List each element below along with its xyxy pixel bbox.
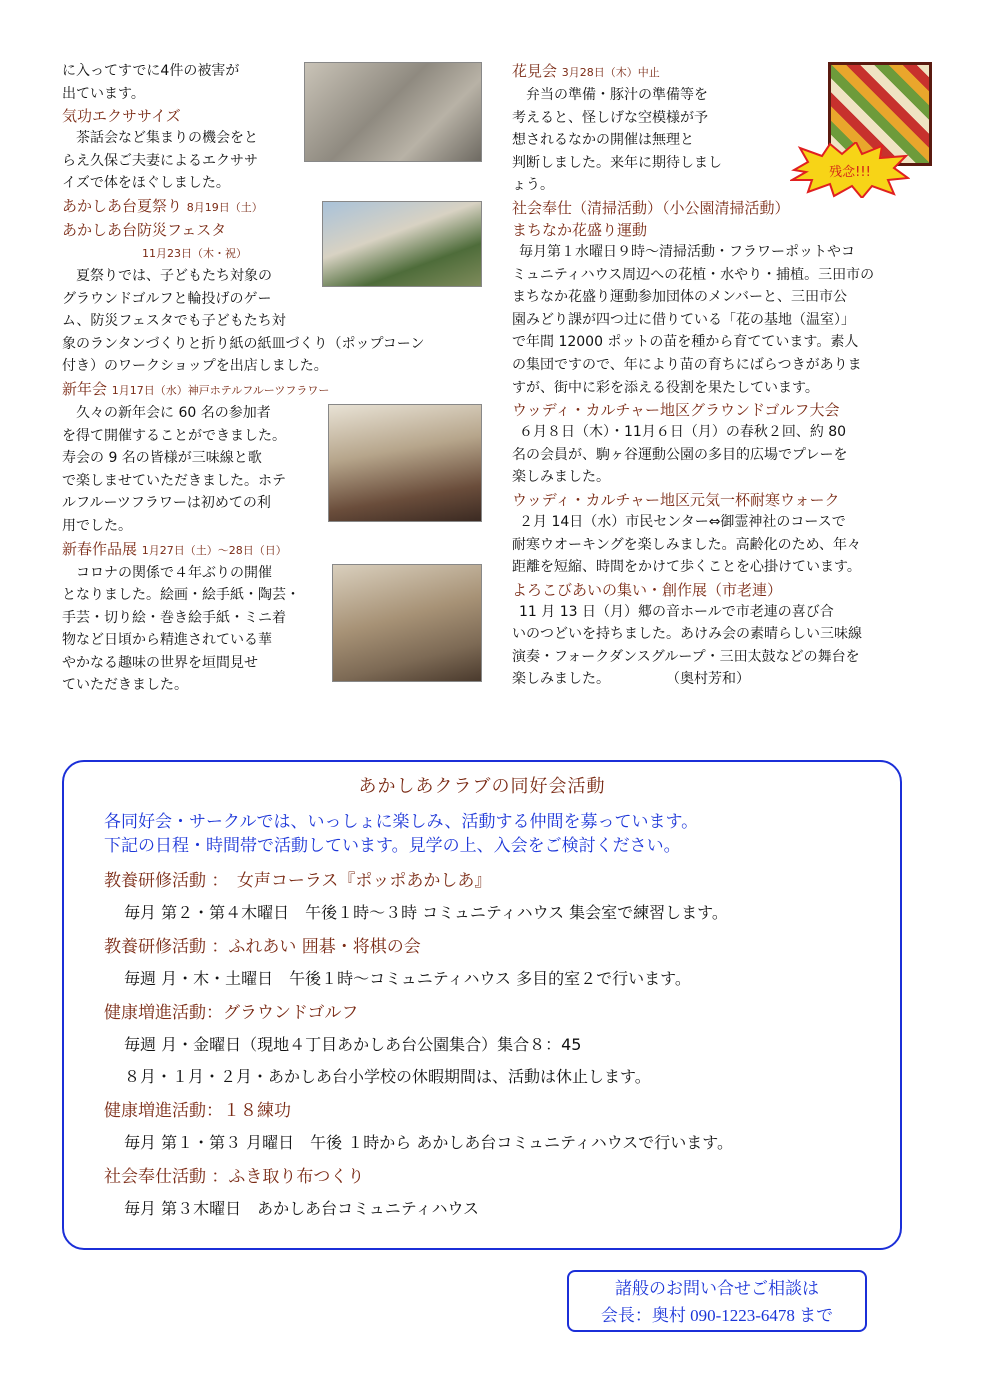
activities-title: あかしあクラブの同好会活動 [358,776,606,797]
activity-schedule: 毎月 第３木曜日 あかしあ台コミュニティハウス [124,1199,480,1218]
walk-heading: ウッディ・カルチャー地区元気一杯耐寒ウォーク [512,490,840,509]
elders-heading: よろこびあいの集い・創作展（市老連） [512,580,783,599]
qigong-line: 茶話会など集まりの機会をと [76,130,258,147]
intro-line: に入ってすでに4件の被害が [62,63,240,79]
elders-line: 楽しみました。 （奥村芳和） [512,671,750,688]
newyear-line: 用でした。 [62,517,132,534]
contact-line: 会長：奥村 090-1223-6478 まで [600,1306,834,1325]
festival-line: 夏祭りでは、子どもたち対象の [76,267,272,284]
qigong-line: イズで体をほぐしました。 [62,175,230,192]
left-column [62,60,482,697]
walk-line: 距離を短縮、時間をかけて歩くことを心掛けています。 [512,559,861,576]
groundgolf-line: ６月８日（木）・11月６日（月）の春秋２回、約 80 [519,424,847,441]
hanami-line: 判断しました。来年に期待しまし [512,154,722,171]
qigong-heading: 気功エクササイズ [62,107,181,126]
service-line: すが、街中に彩を添える役割を果たしています。 [512,379,819,396]
service-line: 園みどり課が四つ辻に借りている「花の基地（温室）」 [512,311,855,328]
newyear-line: 久々の新年会に 60 名の参加者 [76,404,271,421]
newyear-heading: 新年会 1月17日（水）神戸ホテルフルーツフラワー [62,379,330,398]
festival-line: 付き）のワークショップを出店しました。 [62,358,328,375]
hanami-line: 考えると、怪しげな空模様が予 [512,109,708,126]
service-line: で年間 12000 ポットの苗を種から育てています。素人 [512,334,859,351]
hanami-line: 想されるなかの開催は無理と [512,132,694,149]
festival-line: 象のランタンづくりと折り紙の紙皿づくり（ポップコーン [62,335,425,352]
intro-line: 各同好会・サークルでは、いっしょに楽しみ、活動する仲間を募っています。 [104,812,699,832]
festival-line: ム、防災フェスタでも子どもたち対 [62,313,286,330]
exhibit-line: コロナの関係で４年ぶりの開催 [76,564,272,581]
service-line: の集団ですので、年により苗の育ちにばらつきがありま [512,356,862,373]
activities-intro [104,810,900,858]
exhibit-photo [332,564,482,682]
exhibit-heading: 新春作品展 1月27日（土）～28日（日） [62,539,287,558]
hanami-line: ょう。 [512,177,554,194]
elders-line: 11 月 13 日（月）郷の音ホールで市老連の喜び合 [519,603,834,620]
activity-category: 社会奉仕活動 ：ふき取り布つくり [104,1167,365,1187]
walk-line: 耐寒ウオーキングを楽しみました。高齢化のため、年々 [512,536,862,553]
walk-line: ２月 14日（水）市民センター⇔御霊神社のコースで [519,513,846,530]
groundgolf-line: 名の会員が、駒ヶ谷運動公園の多目的広場でプレーを [512,446,848,463]
activity-category: 教養研修活動 ：ふれあい 囲碁・将棋の会 [104,937,421,957]
author: （奥村芳和） [673,671,750,688]
service-line: まちなか花盛り運動参加団体のメンバーと、三田市公 [512,289,848,306]
club-activities-box [62,760,902,1250]
exhibit-line: となりました。絵画・絵手紙・陶芸・ [62,587,300,604]
exhibit-line: ていただきました。 [62,677,188,694]
zannen-burst [790,142,910,198]
qigong-line: らえ久保ご夫妻によるエクササ [62,152,258,169]
hanami-heading: 花見会 3月28日（木）中止 [512,62,660,80]
festival-line: グラウンドゴルフと輪投げのゲー [62,290,272,307]
elders-line: 演奏・フォークダンスグループ・三田太鼓などの舞台を [512,648,860,665]
groundgolf-heading: ウッディ・カルチャー地区グラウンドゴルフ大会 [512,401,840,420]
exercise-photo [304,62,482,162]
exhibit-line: やかなる趣味の世界を垣間見せ [62,654,258,671]
contact-line: 諸般のお問い合せご相談は [615,1279,819,1298]
activity-schedule: 毎月 第２・第４木曜日 午後１時～３時 コミュニティハウス 集会室で練習します。 [124,903,728,922]
service-heading: 社会奉仕（清掃活動）（小公園清掃活動） [512,198,790,217]
newyear-line: を得て開催することができました。 [62,427,286,444]
exhibit-line: 手芸・切り絵・巻き絵手紙・ミニ着 [62,609,286,626]
newyear-photo [328,404,482,522]
burst-text: 残念!!! [829,165,871,180]
activity-schedule: 毎月 第１・第３ 月曜日 午後 １時から あかしあ台コミュニティハウスで行います。 [124,1133,733,1152]
intro-line: 下記の日程・時間帯で活動しています。見学の上、入会をご検討ください。 [104,836,681,856]
elders-line: いのつどいを持ちました。あけみ会の素晴らしい三味線 [512,626,862,643]
newyear-line: ルフルーツフラワーは初めての利 [62,495,271,512]
activity-schedule: ８月・１月・２月・あかしあ台小学校の休暇期間は、活動は休止します。 [124,1067,651,1086]
service-line: ミュニティハウス周辺への花植・水やり・捕植。三田市の [512,266,875,283]
activity-schedule: 毎週 月・金曜日（現地４丁目あかしあ台公園集合）集合８：45 [124,1035,582,1054]
festival-photo [322,201,482,287]
hanami-line: 弁当の準備・豚汁の準備等を [526,87,708,103]
newyear-line: で楽しませていただきました。ホテ [62,472,286,489]
festival-date: 11月23日（木・祝） [142,246,247,260]
festival-heading: あかしあ台夏祭り 8月19日（土） [62,196,263,215]
exhibit-line: 物など日頃から精進されている華 [62,632,272,649]
newyear-line: 寿会の 9 名の皆様が三味線と歌 [62,450,262,467]
festival-heading: あかしあ台防災フェスタ [62,220,227,239]
service-line: 毎月第１水曜日９時～清掃活動・フラワーポットやコ [519,243,855,260]
service-heading: まちなか花盛り運動 [512,220,648,239]
activity-category: 健康増進活動：グラウンドゴルフ [104,1003,359,1023]
groundgolf-line: 楽しみました。 [512,469,610,486]
activity-schedule: 毎週 月・木・土曜日 午後１時～コミュニティハウス 多目的室２で行います。 [124,969,691,988]
activity-category: 健康増進活動：１８練功 [104,1101,291,1121]
activity-category: 教養研修活動 ： 女声コーラス『ポッポあかしあ』 [104,871,492,891]
contact-box [567,1270,867,1332]
intro-line: 出ています。 [62,85,145,102]
